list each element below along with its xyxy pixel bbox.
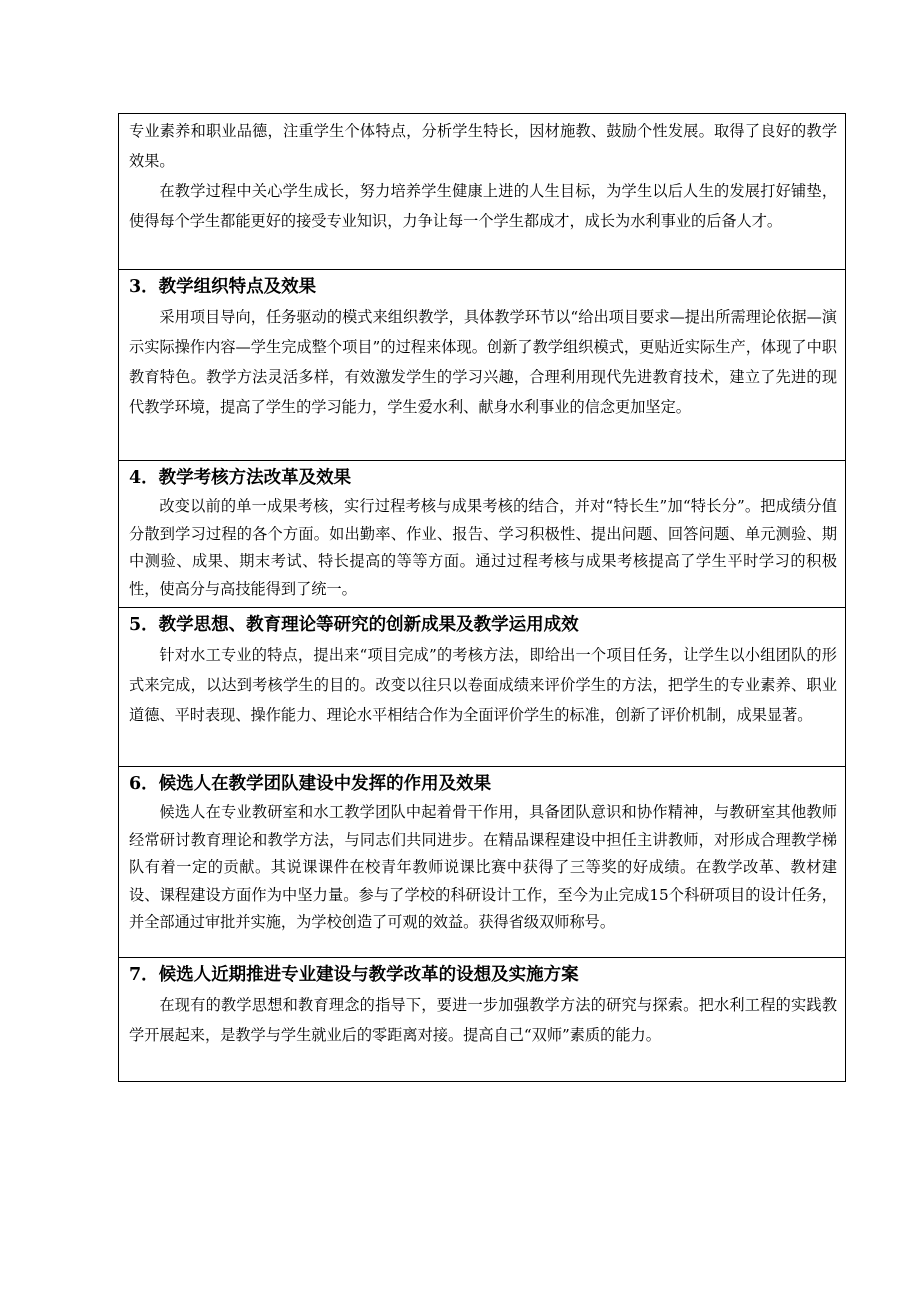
section-reform-plan xyxy=(119,958,845,1082)
section-body: 改变以前的单一成果考核，实行过程考核与成果考核的结合，并对“特长生”加“特长分”。把成绩分值分散到学习过程的各个方面。如出勤率、作业、报告、学习积极性、提出问题、回答问题、单元测验、期中测验、成果、期末考试、特长提高的等等方面。通过过程考核与成果考核提高了学生平时学习的积极性，使高分与高技能得到了统一。 xyxy=(129,497,837,598)
section-team-building xyxy=(119,767,845,958)
section-body: 针对水工专业的特点，提出来“项目完成”的考核方法，即给出一个项目任务，让学生以小组团队的形式来完成，以达到考核学生的目的。改变以往只以卷面成绩来评价学生的方法，把学生的专业素养、职业道德、平时表现、操作能力、理论水平相结合作为全面评价学生的标准，创新了评价机制，成果显著。 xyxy=(129,646,837,724)
intro-paragraph-2: 在教学过程中关心学生成长，努力培养学生健康上进的人生目标，为学生以后人生的发展打好铺垫，使得每个学生都能更好的接受专业知识，力争让每一个学生都成才，成长为水利事业的后备人才。 xyxy=(129,182,837,230)
section-title: 7．候选人近期推进专业建设与教学改革的设想及实施方案 xyxy=(129,965,579,985)
section-title: 6．候选人在教学团队建设中发挥的作用及效果 xyxy=(129,774,492,794)
section-teaching-organization xyxy=(119,270,845,461)
section-body: 候选人在专业教研室和水工教学团队中起着骨干作用，具备团队意识和协作精神，与教研室其他教师经常研讨教育理论和教学方法，与同志们共同进步。在精品课程建设中担任主讲教师，对形成合理教学梯队有着一定的贡献。其说课课件在校青年教师说课比赛中获得了三等奖的好成绩。在教学改革、教材建设、课程建设方面作为中坚力量。参与了学校的科研设计工作，至今为止完成15个科研项目的设计任务，并全部通过审批并实施，为学校创造了可观的效益。获得省级双师称号。 xyxy=(129,803,837,931)
section-title: 4．教学考核方法改革及效果 xyxy=(129,468,352,488)
section-title: 3．教学组织特点及效果 xyxy=(129,277,317,297)
section-body: 在现有的教学思想和教育理念的指导下，要进一步加强教学方法的研究与探索。把水利工程的实践教学开展起来，是教学与学生就业后的零距离对接。提高自己“双师”素质的能力。 xyxy=(129,996,837,1044)
section-assessment-reform xyxy=(119,461,845,608)
section-innovation-results xyxy=(119,608,845,767)
intro-paragraph-1: 专业素养和职业品德，注重学生个体特点，分析学生特长，因材施教、鼓励个性发展。取得了良好的教学效果。 xyxy=(129,122,837,170)
section-body: 采用项目导向，任务驱动的模式来组织教学，具体教学环节以“给出项目要求—提出所需理论依据—演示实际操作内容—学生完成整个项目”的过程来体现。创新了教学组织模式，更贴近实际生产，体现了中职教育特色。教学方法灵活多样，有效激发学生的学习兴趣，合理利用现代先进教育技术，建立了先进的现代教学环境，提高了学生的学习能力，学生爱水利、献身水利事业的信念更加坚定。 xyxy=(129,308,837,416)
intro-cell xyxy=(119,114,845,270)
evaluation-table xyxy=(118,113,846,1082)
section-title: 5．教学思想、教育理论等研究的创新成果及教学运用成效 xyxy=(129,615,579,635)
